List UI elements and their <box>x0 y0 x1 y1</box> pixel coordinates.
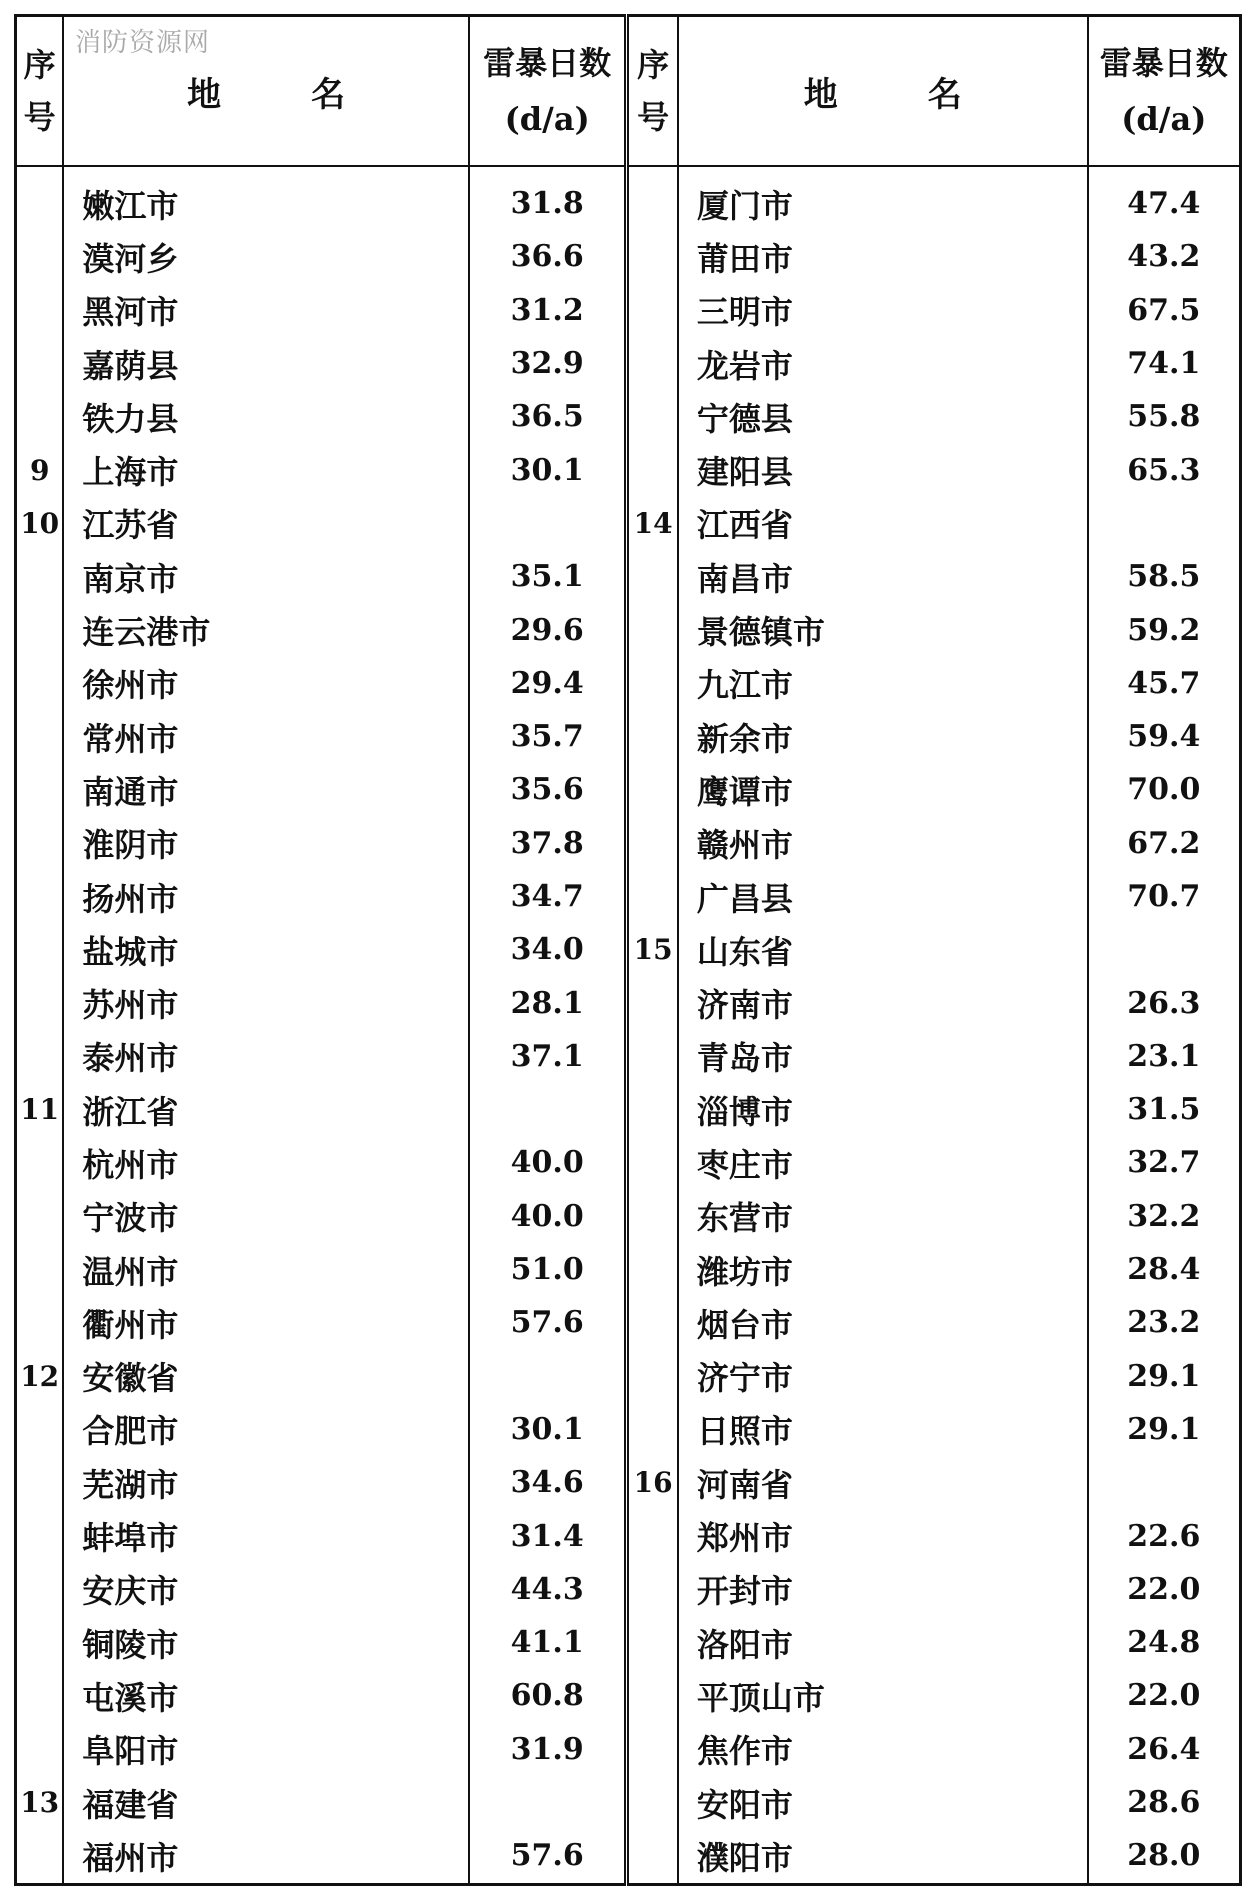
header-name-char-1: 地 <box>803 74 838 115</box>
table-row <box>16 763 1241 816</box>
left-index-cell: 13 <box>16 1776 64 1829</box>
left-value-cell: 32.9 <box>469 337 627 390</box>
right-index-cell <box>627 1563 678 1616</box>
table-header <box>16 16 1241 167</box>
left-name-cell: 常州市 <box>63 710 469 763</box>
right-name-cell: 开封市 <box>678 1563 1088 1616</box>
left-index-cell <box>16 390 64 443</box>
right-name-cell: 江西省 <box>678 497 1088 550</box>
left-index-cell <box>16 1456 64 1509</box>
right-name-cell: 洛阳市 <box>678 1616 1088 1669</box>
left-index-cell <box>16 817 64 870</box>
right-index-cell <box>627 1350 678 1403</box>
left-name-cell: 芜湖市 <box>63 1456 469 1509</box>
right-name-cell: 济南市 <box>678 976 1088 1029</box>
left-name-cell: 嫩江市 <box>63 166 469 230</box>
header-value-unit: (d/a) <box>1121 100 1207 138</box>
table-row <box>16 657 1241 710</box>
left-value-cell: 57.6 <box>469 1829 627 1884</box>
left-name-cell: 衢州市 <box>63 1296 469 1349</box>
left-value-cell: 31.2 <box>469 284 627 337</box>
left-name-cell: 连云港市 <box>63 603 469 656</box>
left-value-cell: 31.4 <box>469 1509 627 1562</box>
table-row <box>16 1296 1241 1349</box>
left-index-cell <box>16 1509 64 1562</box>
left-value-cell: 35.6 <box>469 763 627 816</box>
right-value-cell: 55.8 <box>1127 399 1201 435</box>
watermark-text: 消防资源网 <box>75 28 211 58</box>
table-row <box>16 1350 1241 1403</box>
right-name-cell: 淄博市 <box>678 1083 1088 1136</box>
right-index-cell <box>627 603 678 656</box>
right-index-cell <box>627 1829 678 1884</box>
table-row <box>16 337 1241 390</box>
right-index-cell <box>627 817 678 870</box>
right-name-cell: 河南省 <box>678 1456 1088 1509</box>
right-index-cell <box>627 1723 678 1776</box>
right-name-cell: 赣州市 <box>678 817 1088 870</box>
left-value-cell: 36.5 <box>469 390 627 443</box>
right-value-cell <box>1088 497 1241 550</box>
right-name-cell: 枣庄市 <box>678 1136 1088 1189</box>
left-index-cell <box>16 1563 64 1616</box>
left-index-cell <box>16 603 64 656</box>
right-value-cell: 65.3 <box>1127 452 1201 488</box>
left-index-cell: 11 <box>16 1083 64 1136</box>
right-value-cell: 22.0 <box>1127 1571 1201 1607</box>
left-value-cell: 35.1 <box>469 550 627 603</box>
table-row <box>16 497 1241 550</box>
right-index-cell <box>627 1296 678 1349</box>
left-index-cell <box>16 1829 64 1884</box>
left-index-cell <box>16 763 64 816</box>
right-name-cell: 日照市 <box>678 1403 1088 1456</box>
right-index-cell <box>627 443 678 496</box>
left-index-cell <box>16 1190 64 1243</box>
left-value-cell: 40.0 <box>469 1190 627 1243</box>
header-name-left <box>63 16 469 167</box>
table-row <box>16 976 1241 1029</box>
left-name-cell: 安徽省 <box>63 1350 469 1403</box>
header-value-title: 雷暴日数 <box>483 44 612 82</box>
left-value-cell <box>469 497 627 550</box>
left-name-cell: 南京市 <box>63 550 469 603</box>
table-row <box>16 1190 1241 1243</box>
right-name-cell: 莆田市 <box>678 230 1088 283</box>
left-index-cell <box>16 230 64 283</box>
left-name-cell: 淮阴市 <box>63 817 469 870</box>
right-index-cell <box>627 1083 678 1136</box>
right-index-cell: 16 <box>627 1456 678 1509</box>
table-row <box>16 870 1241 923</box>
table-row <box>16 1776 1241 1829</box>
table-row <box>16 923 1241 976</box>
right-name-cell: 广昌县 <box>678 870 1088 923</box>
right-name-cell: 郑州市 <box>678 1509 1088 1562</box>
header-index-top: 序 <box>637 46 670 84</box>
thunderstorm-days-table <box>14 14 1242 1886</box>
header-value-title: 雷暴日数 <box>1099 44 1228 82</box>
left-index-cell <box>16 550 64 603</box>
right-name-cell: 青岛市 <box>678 1030 1088 1083</box>
right-index-cell <box>627 1509 678 1562</box>
left-value-cell: 34.7 <box>469 870 627 923</box>
right-value-cell: 28.4 <box>1127 1252 1201 1288</box>
right-index-cell <box>627 976 678 1029</box>
left-value-cell: 34.6 <box>469 1456 627 1509</box>
left-name-cell: 温州市 <box>63 1243 469 1296</box>
left-index-cell <box>16 976 64 1029</box>
left-index-cell <box>16 337 64 390</box>
right-value-cell: 28.6 <box>1127 1785 1201 1821</box>
left-name-cell: 浙江省 <box>63 1083 469 1136</box>
right-value-cell: 22.6 <box>1127 1518 1201 1554</box>
left-index-cell <box>16 1669 64 1722</box>
left-name-cell: 南通市 <box>63 763 469 816</box>
header-row <box>16 16 1241 167</box>
left-index-cell <box>16 1403 64 1456</box>
left-value-cell: 31.8 <box>469 166 627 230</box>
left-name-cell: 扬州市 <box>63 870 469 923</box>
header-index-right <box>627 16 678 167</box>
left-value-cell: 36.6 <box>469 230 627 283</box>
right-value-cell: 70.0 <box>1127 772 1201 808</box>
right-value-cell: 59.4 <box>1127 719 1201 755</box>
left-name-cell: 宁波市 <box>63 1190 469 1243</box>
left-value-cell: 30.1 <box>469 1403 627 1456</box>
right-value-cell: 26.3 <box>1127 985 1201 1021</box>
table-row <box>16 1616 1241 1669</box>
left-value-cell <box>469 1083 627 1136</box>
right-value-cell <box>1088 923 1241 976</box>
header-value-right <box>1088 16 1241 167</box>
left-name-cell: 安庆市 <box>63 1563 469 1616</box>
left-index-cell <box>16 284 64 337</box>
left-index-cell: 9 <box>16 443 64 496</box>
right-value-cell: 67.5 <box>1127 292 1201 328</box>
left-name-cell: 杭州市 <box>63 1136 469 1189</box>
right-name-cell: 平顶山市 <box>678 1669 1088 1722</box>
left-index-cell: 10 <box>16 497 64 550</box>
left-value-cell: 57.6 <box>469 1296 627 1349</box>
table-row <box>16 1563 1241 1616</box>
right-value-cell: 45.7 <box>1127 665 1201 701</box>
left-index-cell <box>16 1723 64 1776</box>
right-name-cell: 山东省 <box>678 923 1088 976</box>
right-index-cell <box>627 166 678 230</box>
left-value-cell: 41.1 <box>469 1616 627 1669</box>
header-name-char-2: 名 <box>311 74 346 115</box>
left-name-cell: 上海市 <box>63 443 469 496</box>
right-value-cell: 29.1 <box>1127 1358 1201 1394</box>
table-row <box>16 1136 1241 1189</box>
right-index-cell: 14 <box>627 497 678 550</box>
right-name-cell: 东营市 <box>678 1190 1088 1243</box>
header-name-char-1: 地 <box>187 74 222 115</box>
left-value-cell: 44.3 <box>469 1563 627 1616</box>
right-value-cell: 26.4 <box>1127 1731 1201 1767</box>
right-value-cell: 47.4 <box>1127 186 1201 222</box>
header-value-unit: (d/a) <box>504 100 590 138</box>
table-row <box>16 603 1241 656</box>
left-name-cell: 嘉荫县 <box>63 337 469 390</box>
left-index-cell <box>16 1243 64 1296</box>
right-value-cell: 31.5 <box>1127 1092 1201 1128</box>
right-name-cell: 龙岩市 <box>678 337 1088 390</box>
right-index-cell <box>627 550 678 603</box>
right-index-cell <box>627 870 678 923</box>
table-row <box>16 550 1241 603</box>
left-value-cell <box>469 1776 627 1829</box>
table-row <box>16 1829 1241 1884</box>
table-row <box>16 166 1241 230</box>
right-value-cell <box>1088 1456 1241 1509</box>
table-row <box>16 1403 1241 1456</box>
left-name-cell: 盐城市 <box>63 923 469 976</box>
left-value-cell: 30.1 <box>469 443 627 496</box>
left-value-cell: 37.8 <box>469 817 627 870</box>
right-index-cell <box>627 1190 678 1243</box>
table-row <box>16 817 1241 870</box>
right-index-cell <box>627 1243 678 1296</box>
right-index-cell <box>627 1776 678 1829</box>
right-index-cell <box>627 1616 678 1669</box>
left-name-cell: 江苏省 <box>63 497 469 550</box>
table-row <box>16 1456 1241 1509</box>
right-value-cell: 70.7 <box>1127 879 1201 914</box>
left-value-cell: 60.8 <box>469 1669 627 1722</box>
table-row <box>16 390 1241 443</box>
left-value-cell: 40.0 <box>469 1136 627 1189</box>
left-name-cell: 徐州市 <box>63 657 469 710</box>
left-value-cell: 51.0 <box>469 1243 627 1296</box>
right-index-cell: 15 <box>627 923 678 976</box>
left-value-cell: 37.1 <box>469 1030 627 1083</box>
right-name-cell: 景德镇市 <box>678 603 1088 656</box>
left-value-cell: 29.6 <box>469 603 627 656</box>
table-row <box>16 1669 1241 1722</box>
right-value-cell: 43.2 <box>1127 239 1201 275</box>
right-name-cell: 濮阳市 <box>678 1829 1088 1884</box>
right-index-cell <box>627 763 678 816</box>
right-index-cell <box>627 1403 678 1456</box>
right-value-cell: 32.2 <box>1127 1198 1201 1234</box>
right-index-cell <box>627 1669 678 1722</box>
right-value-cell: 24.8 <box>1127 1625 1201 1661</box>
table-row <box>16 284 1241 337</box>
header-index-top: 序 <box>23 46 56 84</box>
left-name-cell: 铁力县 <box>63 390 469 443</box>
right-name-cell: 安阳市 <box>678 1776 1088 1829</box>
table-row <box>16 230 1241 283</box>
header-index-bottom: 号 <box>637 98 670 136</box>
left-index-cell <box>16 657 64 710</box>
right-name-cell: 九江市 <box>678 657 1088 710</box>
right-index-cell <box>627 657 678 710</box>
left-index-cell <box>16 1296 64 1349</box>
right-value-cell: 74.1 <box>1127 346 1201 382</box>
table-body <box>16 166 1241 1884</box>
right-name-cell: 济宁市 <box>678 1350 1088 1403</box>
header-name-char-2: 名 <box>927 74 962 115</box>
right-value-cell: 28.0 <box>1127 1838 1201 1874</box>
table-row <box>16 1509 1241 1562</box>
right-name-cell: 焦作市 <box>678 1723 1088 1776</box>
right-value-cell: 32.7 <box>1127 1145 1201 1181</box>
left-value-cell: 35.7 <box>469 710 627 763</box>
right-name-cell: 宁德县 <box>678 390 1088 443</box>
right-value-cell: 23.2 <box>1127 1305 1201 1341</box>
header-index-bottom: 号 <box>23 98 56 136</box>
right-name-cell: 鹰谭市 <box>678 763 1088 816</box>
left-index-cell <box>16 870 64 923</box>
left-name-cell: 福州市 <box>63 1829 469 1884</box>
left-value-cell: 28.1 <box>469 976 627 1029</box>
right-value-cell: 23.1 <box>1127 1038 1201 1074</box>
left-value-cell <box>469 1350 627 1403</box>
left-value-cell: 34.0 <box>469 923 627 976</box>
table-row <box>16 1083 1241 1136</box>
left-index-cell <box>16 1136 64 1189</box>
right-name-cell: 三明市 <box>678 284 1088 337</box>
left-name-cell: 漠河乡 <box>63 230 469 283</box>
left-index-cell <box>16 710 64 763</box>
table-row <box>16 1723 1241 1776</box>
right-name-cell: 厦门市 <box>678 166 1088 230</box>
header-name-right <box>678 16 1088 167</box>
left-index-cell <box>16 166 64 230</box>
left-value-cell: 31.9 <box>469 1723 627 1776</box>
left-name-cell: 泰州市 <box>63 1030 469 1083</box>
left-name-cell: 阜阳市 <box>63 1723 469 1776</box>
left-name-cell: 合肥市 <box>63 1403 469 1456</box>
right-name-cell: 烟台市 <box>678 1296 1088 1349</box>
left-name-cell: 蚌埠市 <box>63 1509 469 1562</box>
left-name-cell: 福建省 <box>63 1776 469 1829</box>
right-index-cell <box>627 390 678 443</box>
right-index-cell <box>627 1030 678 1083</box>
left-index-cell <box>16 1616 64 1669</box>
table-row <box>16 1243 1241 1296</box>
left-index-cell: 12 <box>16 1350 64 1403</box>
left-name-cell: 屯溪市 <box>63 1669 469 1722</box>
left-index-cell <box>16 1030 64 1083</box>
right-value-cell: 67.2 <box>1127 825 1201 861</box>
right-index-cell <box>627 337 678 390</box>
right-name-cell: 新余市 <box>678 710 1088 763</box>
right-name-cell: 建阳县 <box>678 443 1088 496</box>
right-name-cell: 南昌市 <box>678 550 1088 603</box>
right-value-cell: 29.1 <box>1127 1411 1201 1447</box>
right-index-cell <box>627 710 678 763</box>
table-row <box>16 710 1241 763</box>
right-name-cell: 潍坊市 <box>678 1243 1088 1296</box>
left-name-cell: 铜陵市 <box>63 1616 469 1669</box>
left-name-cell: 苏州市 <box>63 976 469 1029</box>
table-row <box>16 443 1241 496</box>
table-row <box>16 1030 1241 1083</box>
right-value-cell: 58.5 <box>1127 559 1201 595</box>
left-value-cell: 29.4 <box>469 657 627 710</box>
left-index-cell <box>16 923 64 976</box>
right-index-cell <box>627 230 678 283</box>
left-name-cell: 黑河市 <box>63 284 469 337</box>
header-value-left <box>469 16 627 167</box>
header-index-left <box>16 16 64 167</box>
right-index-cell <box>627 1136 678 1189</box>
right-value-cell: 22.0 <box>1127 1678 1201 1714</box>
right-index-cell <box>627 284 678 337</box>
right-value-cell: 59.2 <box>1127 612 1201 648</box>
